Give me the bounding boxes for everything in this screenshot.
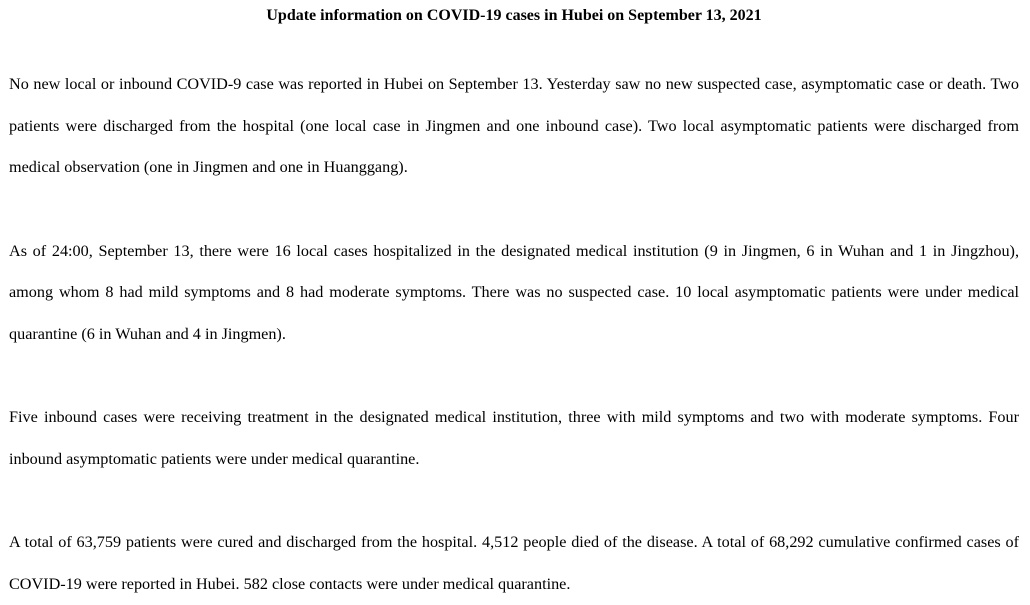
document-title: Update information on COVID-19 cases in Hubei on September 13, 2021 [266, 7, 762, 24]
paragraph-inbound-cases: Five inbound cases were receiving treatment in the designated medical institution, three with mild symptoms and two with moderate symptoms. Four inbound asymptomatic patients were under medical quarantine. [9, 408, 1019, 468]
paragraph-new-cases: No new local or inbound COVID-9 case was reported in Hubei on September 13. Yesterday saw no new suspected case, asymptomatic case or death. Two patients were discharged from the hospital (one local case in Jingmen and one inbound case). Two local asymptomatic patients were discharged from medical observation (one in Jingmen and one in Huanggang). [9, 75, 1019, 176]
paragraph-cumulative-totals: A total of 63,759 patients were cured and discharged from the hospital. 4,512 people died of the disease. A total of 68,292 cumulative confirmed cases of COVID-19 were reported in Hubei. 582 close contacts were under medical quarantine. [9, 533, 1019, 593]
paragraph-local-hospitalized: As of 24:00, September 13, there were 16 local cases hospitalized in the designated medical institution (9 in Jingmen, 6 in Wuhan and 1 in Jingzhou), among whom 8 had mild symptoms and 8 had moderate symptoms. There was no suspected case. 10 local asymptomatic patients were under medical quarantine (6 in Wuhan and 4 in Jingmen). [9, 241, 1019, 343]
